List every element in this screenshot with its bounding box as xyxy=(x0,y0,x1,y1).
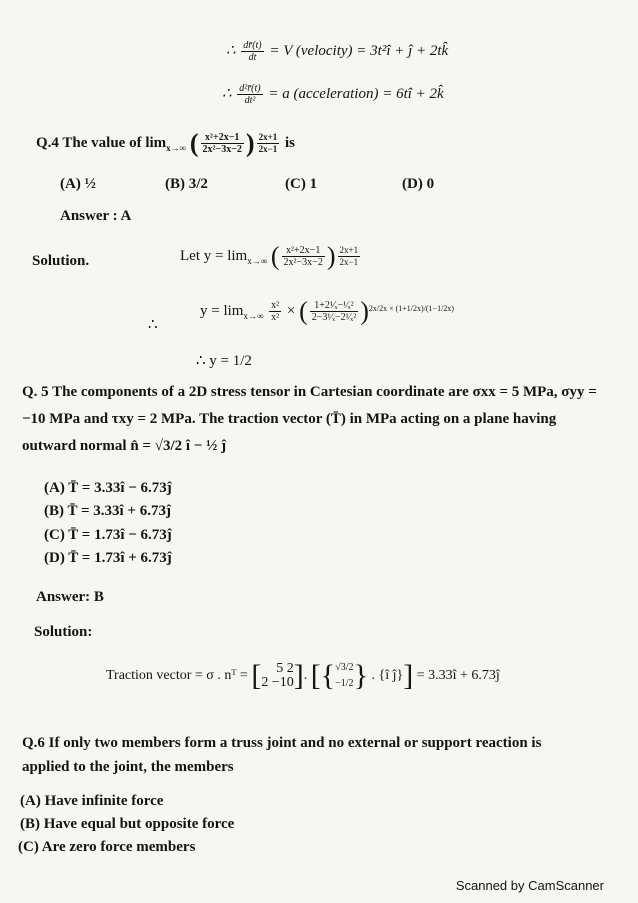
q4-sub: x→∞ xyxy=(166,142,187,153)
q6-line2: applied to the joint, the members xyxy=(22,759,234,775)
q6-option-c: (C) Are zero force members xyxy=(18,839,196,855)
q4-answer: Answer : A xyxy=(60,208,132,224)
q4-exp-den: 2x−1 xyxy=(258,144,278,154)
let-exp-num: 2x+1 xyxy=(339,245,359,255)
lim2-exp: 2x/2x × (1+1/2x)/(1−1/2x) xyxy=(368,304,454,313)
let-prefix: Let y = lim xyxy=(180,247,248,264)
traction-equation: Traction vector = σ . nᵀ = [ 5 2 2 −10 ]. [{ √3/2 −1/2 } . {î ĵ}] = 3.33î + 6.73ĵ xyxy=(106,659,500,692)
q6-line1: Q.6 If only two members form a truss joint and no external or support reaction is xyxy=(22,735,542,751)
let-line: Let $y = \lim_{x\to\infty}$ ( $\frac{\text{x²+2x−1}}{\text{2x²−3x−2}}$ ) $\frac{2x+1}{2x-1}$ xyxy=(180,241,359,271)
q4-option-b: (B) 3/2 xyxy=(165,176,208,192)
let-exp-den: 2x−1 xyxy=(339,257,359,267)
q5-option-b: (B) T̄ = 3.33î + 6.73ĵ xyxy=(44,503,171,519)
lim2-prefix: y = lim xyxy=(200,302,244,319)
q4-num: x²+2x−1 xyxy=(201,132,244,144)
acceleration-line: ∴ $\frac{\text{d²r̄(t)}}{\text{dt²}}$ = a (acceleration) = 6tî + 2k̂ xyxy=(222,83,444,106)
matrix-row-2: 2 −10 xyxy=(261,675,294,690)
q4-option-a: (A) ½ xyxy=(60,176,96,192)
q5-paragraph xyxy=(22,379,622,460)
q6-option-a: (A) Have infinite force xyxy=(20,793,164,809)
traction-prefix: Traction vector = σ . nᵀ = xyxy=(106,668,248,684)
q6-paragraph xyxy=(22,731,622,779)
unit-vector: . {î ĵ} xyxy=(371,668,404,684)
q6-option-b: (B) Have equal but opposite force xyxy=(20,816,235,832)
traction-result: = 3.33î + 6.73ĵ xyxy=(416,668,500,684)
q5-line2: −10 MPa and τxy = 2 MPa. The traction vector (T̄) in MPa acting on a plane having xyxy=(22,411,557,427)
vec-row-1: √3/2 xyxy=(335,662,354,673)
lim2-inner-den: 2−3¹⁄ₓ−2¹⁄ₓ² xyxy=(311,312,357,323)
q4-den: 2x²−3x−2 xyxy=(202,144,242,155)
lim2-times: × xyxy=(286,302,296,319)
q4-option-d: (D) 0 xyxy=(402,176,435,192)
q4-question: Q.4 The value of $\lim_{x\to\infty}$ ( $\frac{\text{x²+2x−1}}{\text{2x²−3x−2}}$ ) $\frac{2x+1}{2x-1}$ is xyxy=(36,128,295,158)
velocity-line: ∴ $\frac{dr̄(t)}{dt}$ = V (velocity) = 3t²î + ĵ + 2tk̂ xyxy=(226,40,449,63)
q4-label: Q.4 The value of lim xyxy=(36,134,167,151)
lim2-therefore: ∴ xyxy=(148,317,158,333)
let-den: 2x²−3x−2 xyxy=(283,257,323,268)
lim2-f1-num: x² xyxy=(271,300,280,311)
lim2-sub: x→∞ xyxy=(243,310,264,321)
q4-option-c: (C) 1 xyxy=(285,176,318,192)
vec-row-2: −1/2 xyxy=(335,678,354,689)
let-sub: x→∞ xyxy=(247,255,268,266)
q5-option-c: (C) T̄ = 1.73î − 6.73ĵ xyxy=(44,527,172,543)
scanner-footer: Scanned by CamScanner xyxy=(455,878,604,893)
q5-answer: Answer: B xyxy=(36,589,104,605)
lim2-f1-den: x² xyxy=(271,312,280,323)
q5-line1: Q. 5 The components of a 2D stress tensor in Cartesian coordinate are σxx = 5 MPa, σyy = xyxy=(22,384,597,400)
matrix-row-1: 5 2 xyxy=(276,661,294,676)
solution-label: Solution. xyxy=(32,253,90,269)
q4-tail: is xyxy=(284,134,295,151)
q5-solution: Solution: xyxy=(34,624,93,640)
lim2-inner-num: 1+2¹⁄ₓ−¹⁄ₓ² xyxy=(310,300,358,312)
q5-line3: outward normal n̂ = √3/2 î − ½ ĵ xyxy=(22,438,227,454)
lim2-expression: $y = \lim_{x\to\infty}$ $\frac{\text{x²}}{\text{x²}}$ × ( $\frac{\text{1+2¹⁄ₓ−¹⁄ₓ²}}{\text{2−3¹⁄ₓ−2¹⁄ₓ²}}$ )$^{2x/2x \times (1+1/2x)/(1-1/2x)}$ xyxy=(200,296,454,326)
q4-exp-num: 2x+1 xyxy=(258,132,278,142)
q5-option-d: (D) T̄ = 1.73î + 6.73ĵ xyxy=(44,550,172,566)
y-half-line: ∴ y = 1/2 xyxy=(196,353,252,369)
let-num: x²+2x−1 xyxy=(282,245,325,257)
q5-option-a: (A) T̄ = 3.33î − 6.73ĵ xyxy=(44,480,172,496)
